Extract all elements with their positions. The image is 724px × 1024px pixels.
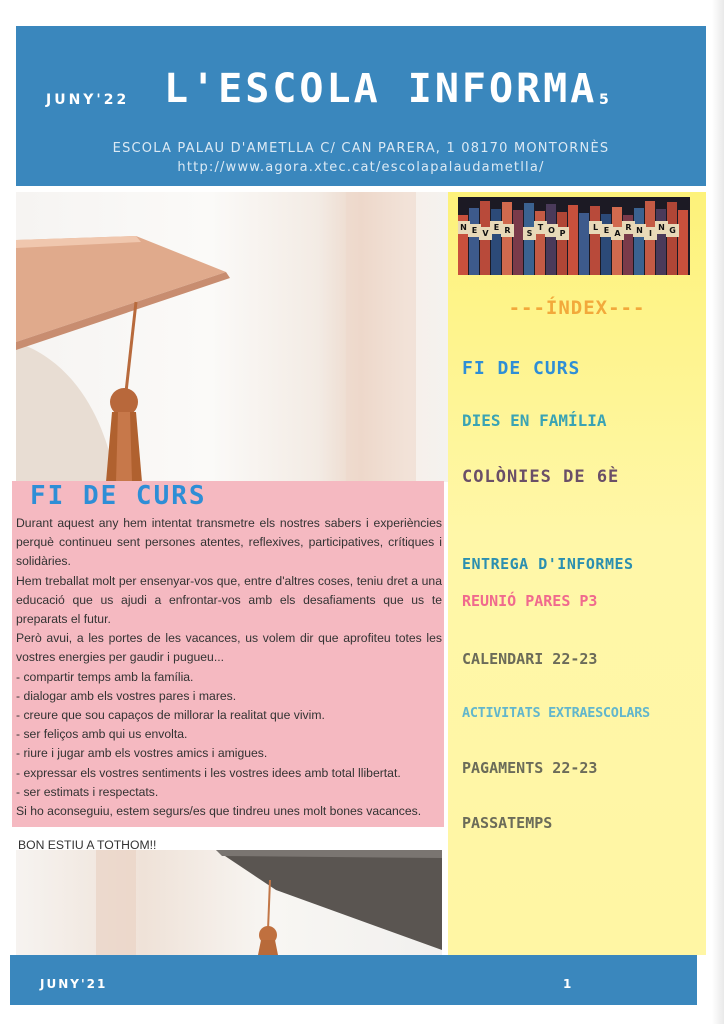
- book-spine: [656, 209, 666, 275]
- book-letter: N: [458, 221, 470, 234]
- book-spine: [491, 209, 501, 275]
- school-address: ESCOLA PALAU D'AMETLLA C/ CAN PARERA, 1 08170 MONTORNÈS: [112, 141, 610, 156]
- book-letter: G: [666, 224, 679, 237]
- book-letter: T: [534, 221, 547, 234]
- article-paragraph: Durant aquest any hem intentat transmetre els nostres sabers i experiències perquè continueu sent persones atentes, reflexives, participatives, crítiques i solidàries.: [16, 516, 442, 569]
- newsletter-title: L'ESCOLA INFORMA: [164, 66, 598, 112]
- book-spine: [502, 202, 512, 275]
- index-item-fi-de-curs[interactable]: FI DE CURS: [462, 358, 581, 379]
- book-spine: [634, 208, 644, 275]
- book-letter: V: [479, 227, 492, 240]
- index-item-reunio-pares[interactable]: REUNIÓ PARES P3: [462, 592, 598, 610]
- book-spine: [568, 205, 578, 275]
- book-letter: P: [556, 227, 569, 240]
- book-letter: E: [600, 224, 613, 237]
- book-letter: L: [589, 221, 602, 234]
- index-item-activitats-extraescolars[interactable]: ACTIVITATS EXTRAESCOLARS: [462, 705, 650, 721]
- never-stop-learning-image: [458, 197, 690, 275]
- issue-date: JUNY'22: [46, 92, 130, 108]
- book-spine: [678, 210, 688, 275]
- article-closing: Si ho aconseguiu, estem segurs/es que tindreu unes molt bones vacances.: [16, 804, 422, 819]
- book-letter: O: [545, 224, 558, 237]
- book-spine: [469, 208, 479, 275]
- issue-number: 5: [599, 92, 609, 108]
- book-spine: [579, 213, 589, 275]
- book-spine: [513, 210, 523, 275]
- list-item: - riure i jugar amb els vostres amics i amigues.: [16, 746, 268, 761]
- list-item: - compartir temps amb la família.: [16, 669, 194, 684]
- page-number: 1: [563, 977, 572, 991]
- graduation-cap-illustration: [16, 192, 448, 482]
- index-item-dies-en-familia[interactable]: DIES EN FAMÍLIA: [462, 411, 607, 430]
- page-edge: [712, 0, 724, 1024]
- school-url[interactable]: http://www.agora.xtec.cat/escolapalaudametlla/: [177, 160, 545, 175]
- index-item-entrega-informes[interactable]: ENTREGA D'INFORMES: [462, 555, 634, 573]
- book-spine: [590, 206, 600, 275]
- book-letter: N: [655, 221, 668, 234]
- book-letter: N: [633, 224, 646, 237]
- list-item: - dialogar amb els vostres pares i mares.: [16, 688, 237, 703]
- graduation-cap-photo: [16, 192, 448, 482]
- list-item: - ser feliços amb qui us envolta.: [16, 727, 188, 742]
- book-letter: R: [501, 224, 514, 237]
- list-item: - creure que sou capaços de millorar la realitat que vivim.: [16, 708, 325, 723]
- index-item-colonies[interactable]: COLÒNIES DE 6È: [462, 467, 620, 487]
- book-letter: I: [644, 227, 657, 240]
- index-item-calendari[interactable]: CALENDARI 22-23: [462, 650, 598, 668]
- index-item-passatemps[interactable]: PASSATEMPS: [462, 814, 553, 832]
- book-letter: A: [611, 227, 624, 240]
- book-spine: [612, 207, 622, 275]
- index-heading: ---ÍNDEX---: [508, 297, 646, 319]
- footer-date: JUNY'21: [40, 977, 108, 991]
- graduation-cap-illustration-bottom: [16, 850, 442, 955]
- article-sign-off: BON ESTIU A TOTHOM!!: [18, 838, 157, 852]
- list-item: - expressar els vostres sentiments i les vostres idees amb total llibertat.: [16, 765, 401, 780]
- article-paragraph: Però avui, a les portes de les vacances, us volem dir que aprofiteu totes les vostres energies per gaudir i pugueu...: [16, 631, 442, 665]
- newsletter-footer: [10, 955, 697, 1005]
- book-letter: E: [490, 221, 503, 234]
- index-item-pagaments[interactable]: PAGAMENTS 22-23: [462, 759, 598, 777]
- article-fi-de-curs: [12, 481, 444, 827]
- newsletter-header: [16, 26, 706, 186]
- list-item: - ser estimats i respectats.: [16, 784, 159, 799]
- book-letter: R: [622, 221, 635, 234]
- article-body: [16, 514, 442, 821]
- book-spine: [546, 204, 556, 275]
- book-spine: [667, 202, 677, 275]
- book-spine: [557, 212, 567, 275]
- article-paragraph: Hem treballat molt per ensenyar-vos que, entre d'altres coses, teniu dret a una educació que us ajudi a enfrontar-vos amb els desafiaments que us te preparats el futur.: [16, 573, 442, 627]
- graduation-cap-photo-bottom: [16, 850, 442, 955]
- book-letter: E: [468, 224, 481, 237]
- index-sidebar: [448, 192, 706, 955]
- article-title: FI DE CURS: [30, 481, 207, 511]
- book-letter: S: [523, 227, 536, 240]
